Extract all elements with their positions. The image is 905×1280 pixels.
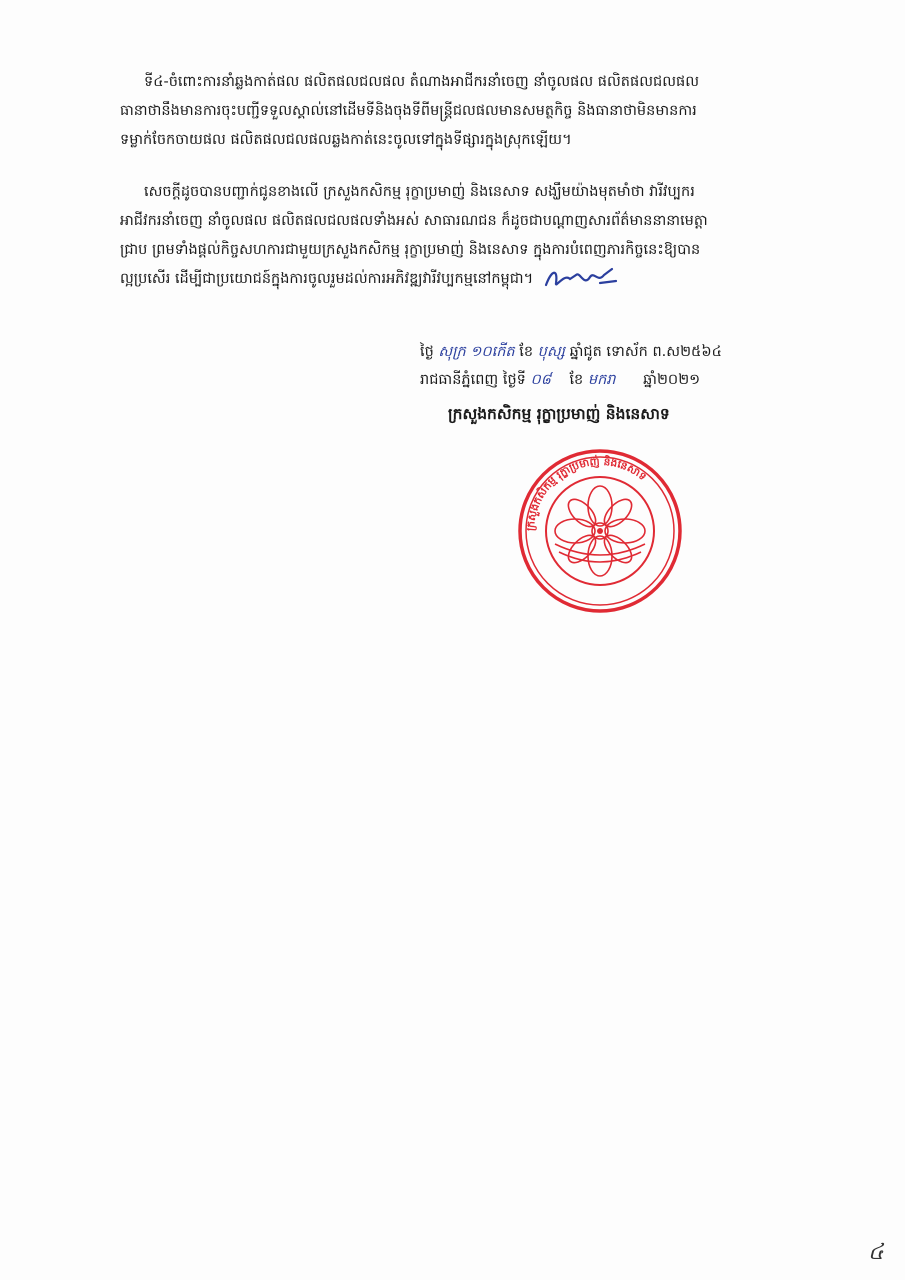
paragraph-line: ទី៤-ចំពោះការនាំឆ្លងកាត់ផល ផលិតផលជលផល តំណាងអាជីករនាំចេញ នាំចូលផល ផលិតផលជលផល bbox=[144, 74, 700, 90]
handwritten-day: ០៨ bbox=[530, 372, 552, 388]
paragraph-line-last: ល្អប្រសើរ ដើម្បីជាប្រយោជន៍ក្នុងការចូលរួមដល់ការអភិវឌ្ឍវារីវប្បកម្មនៅកម្ពុជា។ bbox=[120, 265, 810, 294]
paragraph-line: អាជីវករនាំចេញ នាំចូលផល ផលិតផលជលផលទាំងអស់ សាធារណជន ក៏ដូចជាបណ្ដាញសារព័ត៌មាននានាមេត្តា bbox=[120, 213, 708, 229]
official-seal-icon bbox=[515, 446, 685, 616]
ministry-name: ក្រសួងកសិកម្ម រុក្ខាប្រមាញ់ និងនេសាទ bbox=[448, 405, 670, 423]
paragraph-item-4 bbox=[120, 68, 810, 155]
handwritten-month: មករា bbox=[587, 372, 616, 388]
handwritten-lunar-day: សុក្រ ១០កើត bbox=[438, 344, 515, 360]
lunar-date-line: ថ្ងៃ សុក្រ ១០កើត ខែ បុស្ស ឆ្នាំជូត ទោស័ក ព.ស២៥៦៤ bbox=[420, 344, 722, 360]
paragraph-line: សេចក្ដីដូចបានបញ្ជាក់ជូនខាងលើ ក្រសួងកសិកម្ម រុក្ខាប្រមាញ់ និងនេសាទ សង្ឃឹមយ៉ាងមុតមាំថា វារីវប្បករ bbox=[144, 184, 695, 200]
paragraph-line: ធានាថានឹងមានការចុះបញ្ជីទទួលស្គាល់នៅដើមទីនិងចុងទីពីមន្ត្រីជលផលមានសមត្ថកិច្ច និងធានាថាមិនមានការ bbox=[120, 103, 697, 119]
handwritten-lunar-month: បុស្ស bbox=[537, 344, 565, 360]
initials-signature-icon bbox=[542, 265, 622, 293]
date-block bbox=[420, 338, 820, 394]
paragraph-line: ទម្លាក់ចែកចាយផល ផលិតផលជលផលឆ្លងកាត់នេះចូលទៅក្នុងទីផ្សារក្នុងស្រុកឡើយ។ bbox=[120, 132, 572, 148]
paragraph-line: ជ្រាប ព្រមទាំងផ្ដល់កិច្ចសហការជាមួយក្រសួងកសិកម្ម រុក្ខាប្រមាញ់ និងនេសាទ ក្នុងការបំពេញភារកិច្ចនេះឱ្យបាន bbox=[120, 242, 701, 258]
solar-date-line: រាជធានីភ្នំពេញ ថ្ងៃទី ០៨ ខែ មករា ឆ្នាំ២០២១ bbox=[420, 372, 701, 388]
svg-text:ក្រសួងកសិកម្ម រុក្ខាប្រមាញ់ និ: ក្រសួងកសិកម្ម រុក្ខាប្រមាញ់ និងនេសាទ bbox=[524, 455, 649, 532]
paragraph-conclusion bbox=[120, 178, 810, 294]
page-number: ៤ bbox=[868, 1240, 884, 1265]
